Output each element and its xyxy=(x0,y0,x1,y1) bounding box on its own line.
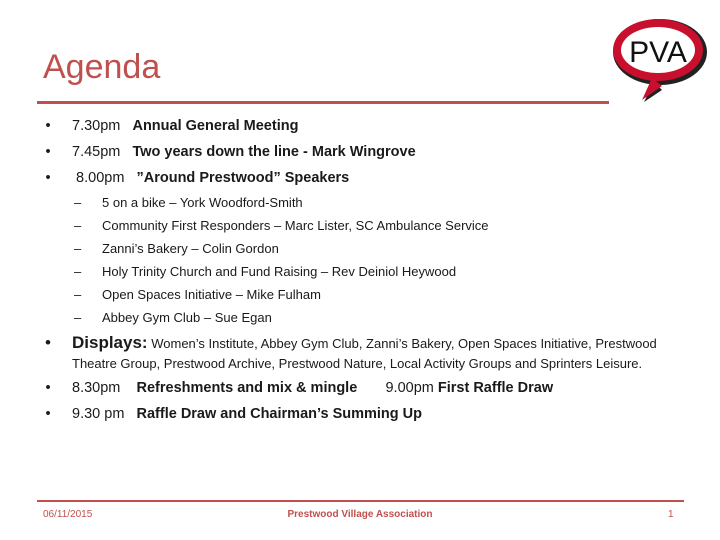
dash-icon: – xyxy=(74,264,82,279)
list-item xyxy=(42,287,682,302)
dash-icon: – xyxy=(74,241,82,256)
bullet-icon: • xyxy=(45,170,51,186)
displays-item xyxy=(42,333,682,374)
agenda-list xyxy=(42,118,682,432)
speaker-text: Holy Trinity Church and Fund Raising – Rev Deiniol Heywood xyxy=(102,264,457,279)
displays-text: Women’s Institute, Abbey Gym Club, Zanni’s Bakery, Open Spaces Initiative, Prestwood Theatre Group, Prestwood Archive, Prestwood Nature, Local Activity Groups and Sprinters Leisure. xyxy=(72,336,657,371)
bullet-icon: • xyxy=(45,380,51,396)
agenda-time-secondary: 9.00pm xyxy=(385,380,434,396)
displays-label: Displays: xyxy=(72,333,148,352)
bullet-icon: • xyxy=(45,118,51,134)
list-item xyxy=(42,195,682,210)
dash-icon: – xyxy=(74,218,82,233)
agenda-label-secondary: First Raffle Draw xyxy=(437,380,554,396)
bullet-icon: • xyxy=(45,144,51,160)
agenda-label: Annual General Meeting xyxy=(132,118,299,134)
agenda-label: Two years down the line - Mark Wingrove xyxy=(132,144,416,160)
speaker-text: Open Spaces Initiative – Mike Fulham xyxy=(102,287,321,302)
logo-text: PVA xyxy=(629,36,687,69)
page-title: Agenda xyxy=(43,48,161,86)
list-item xyxy=(42,264,682,279)
agenda-label: Raffle Draw and Chairman’s Summing Up xyxy=(136,406,422,422)
agenda-label: Refreshments and mix & mingle xyxy=(136,380,358,396)
bullet-icon: • xyxy=(45,406,51,422)
footer-divider xyxy=(37,500,684,502)
title-divider xyxy=(37,101,609,104)
pva-logo-icon xyxy=(604,12,712,112)
bullet-icon: • xyxy=(45,333,51,352)
agenda-item xyxy=(42,406,682,423)
dash-icon: – xyxy=(74,287,82,302)
dash-icon: – xyxy=(74,310,82,325)
list-item xyxy=(42,241,682,256)
agenda-time: 8.30pm xyxy=(72,380,121,396)
agenda-item xyxy=(42,144,682,161)
list-item xyxy=(42,310,682,325)
agenda-label: ”Around Prestwood” Speakers xyxy=(136,170,350,186)
agenda-time: 9.30 pm xyxy=(72,406,125,422)
speaker-text: 5 on a bike – York Woodford-Smith xyxy=(102,195,303,210)
agenda-time: 7.30pm xyxy=(72,118,121,134)
slide-number: 1 xyxy=(668,509,674,520)
speaker-list xyxy=(42,195,682,325)
agenda-item xyxy=(42,170,682,187)
list-item xyxy=(42,218,682,233)
footer-organization: Prestwood Village Association xyxy=(287,509,433,520)
agenda-time: 8.00pm xyxy=(76,170,125,186)
speaker-text: Community First Responders – Marc Lister, SC Ambulance Service xyxy=(102,218,489,233)
speaker-text: Abbey Gym Club – Sue Egan xyxy=(102,310,272,325)
dash-icon: – xyxy=(74,195,82,210)
agenda-time: 7.45pm xyxy=(72,144,121,160)
footer-date: 06/11/2015 xyxy=(43,509,93,520)
agenda-item xyxy=(42,380,682,397)
agenda-item xyxy=(42,118,682,135)
speaker-text: Zanni’s Bakery – Colin Gordon xyxy=(102,241,279,256)
